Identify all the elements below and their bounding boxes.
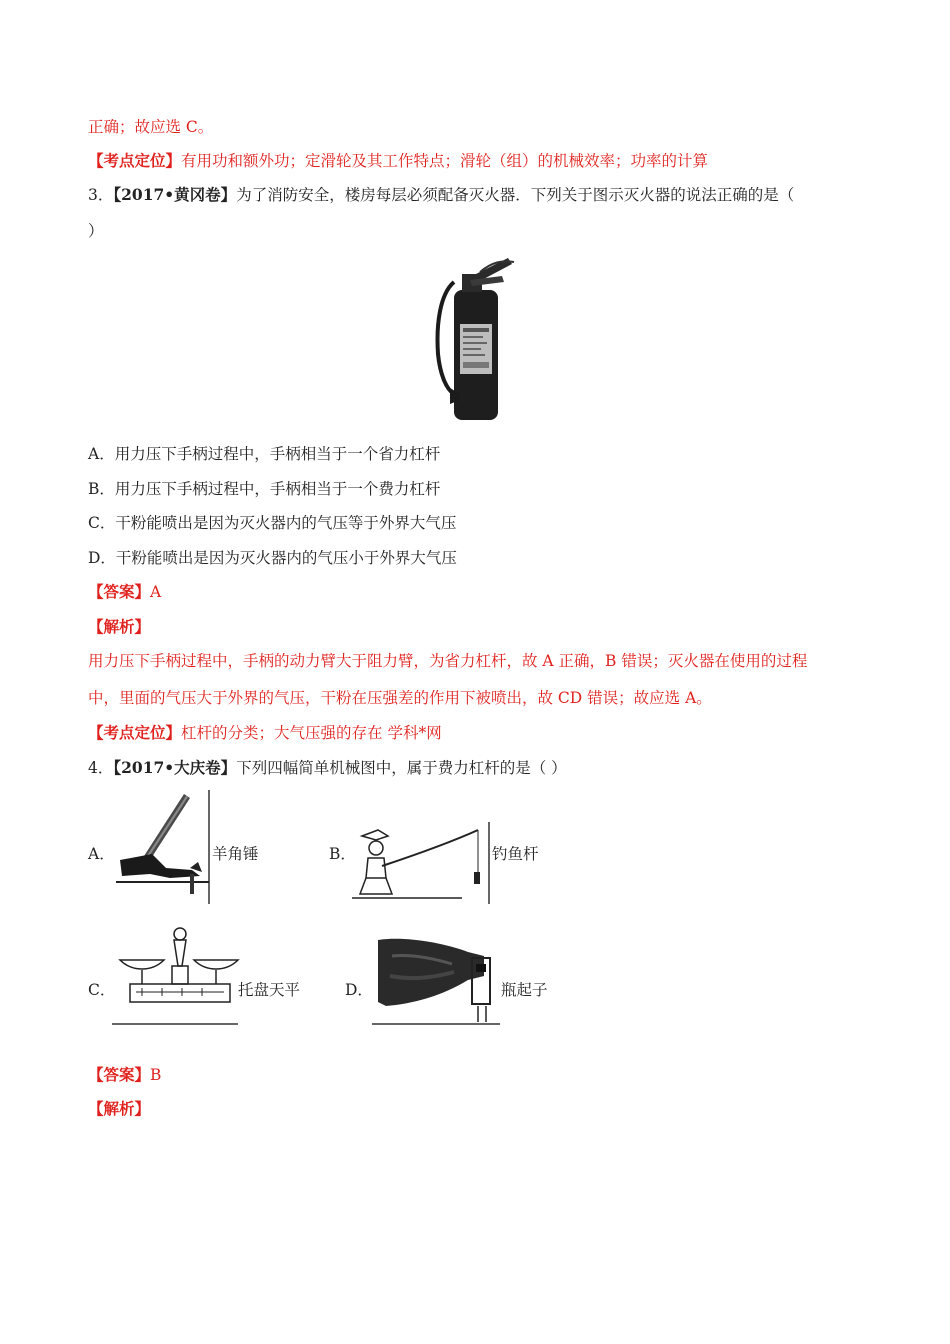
question-3-analysis-line-2: 中，里面的气压大于外界的气压，干粉在压强差的作用下被喷出，故 CD 错误；故应选 A。 [88, 689, 712, 707]
question-3-option-b: B．用力压下手柄过程中，手柄相当于一个费力杠杆 [88, 480, 441, 498]
question-3-key-point: 【考点定位】杠杆的分类；大气压强的存在 学科*网 [88, 723, 442, 742]
question-4-option-d-label: 瓶起子 [501, 981, 548, 999]
question-3-stem-close: ） [88, 222, 104, 240]
fishing-rod-image [352, 822, 492, 904]
key-point-tag: 【考点定位】 [88, 151, 182, 170]
bottle-opener-image [372, 936, 502, 1026]
text-line: 正确；故应选 C。 [88, 118, 214, 136]
claw-hammer-image [110, 790, 214, 904]
question-3-analysis-line-1: 用力压下手柄过程中，手柄的动力臂大于阻力臂，为省力杠杆，故 A 正确，B 错误；灭火器在使用的过程 [88, 652, 808, 670]
question-3-option-d: D．干粉能喷出是因为灭火器内的气压小于外界大气压 [88, 549, 457, 567]
question-3-answer: 【答案】A [88, 582, 162, 601]
key-point-line: 【考点定位】有用功和额外功；定滑轮及其工作特点；滑轮（组）的机械效率；功率的计算 [88, 151, 709, 170]
question-3-option-c: C．干粉能喷出是因为灭火器内的气压等于外界大气压 [88, 514, 457, 532]
question-4-answer: 【答案】B [88, 1065, 162, 1084]
question-4-option-a-label: 羊角锤 [212, 845, 259, 863]
question-4-analysis-tag: 【解析】 [88, 1099, 151, 1118]
question-4-option-b-letter: B． [329, 845, 356, 863]
fire-extinguisher-image [432, 254, 518, 422]
balance-scale-image [112, 926, 240, 1026]
question-4-option-a-letter: A． [88, 845, 115, 863]
question-4-option-b-label: 钓鱼杆 [492, 845, 539, 863]
question-4-option-c-letter: C． [88, 981, 116, 999]
question-4-option-d-letter: D． [345, 981, 373, 999]
question-3-stem: 3．【2017•黄冈卷】为了消防安全，楼房每层必须配备灭火器．下列关于图示灭火器的说法正确的是（ [88, 185, 795, 204]
question-4-stem: 4．【2017•大庆卷】下列四幅简单机械图中，属于费力杠杆的是（ ） [88, 758, 567, 777]
question-3-analysis-tag: 【解析】 [88, 617, 151, 636]
question-3-option-a: A．用力压下手柄过程中，手柄相当于一个省力杠杆 [88, 445, 441, 463]
question-4-option-c-label: 托盘天平 [238, 981, 301, 999]
